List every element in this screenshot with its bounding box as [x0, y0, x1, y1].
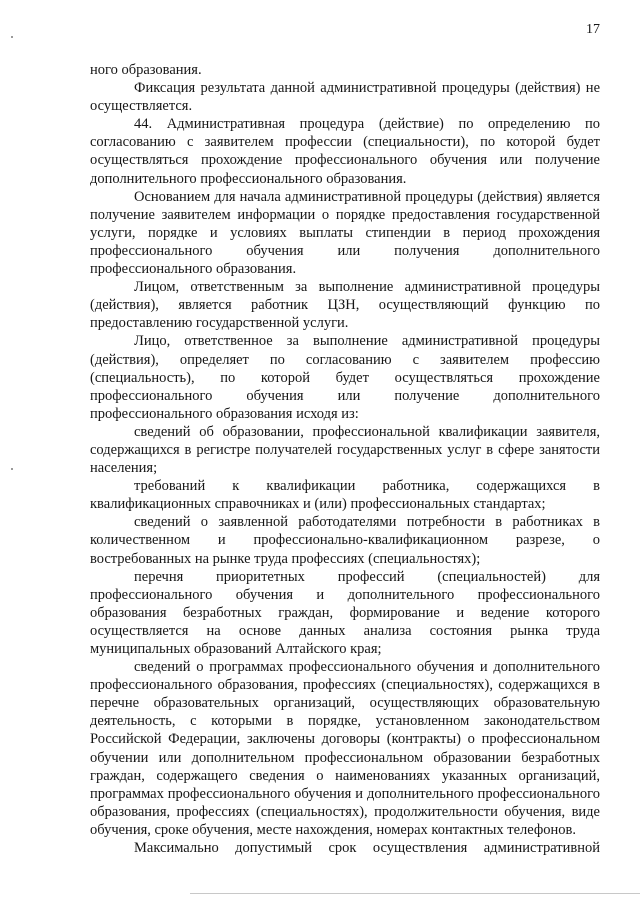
paragraph: Лицом, ответственным за выполнение административной процедуры (действия), является работник ЦЗН, осуществляющий функцию по предоставлению государственной услуги. — [90, 279, 600, 332]
list-item: перечня приоритетных профессий (специальностей) для профессионального обучения и дополнительного профессионального образования безработных граждан, формирование и ведение которого осуществляется на основе данных анализа состояния рынка труда муниципальных образований Алтайского края; — [90, 568, 600, 657]
paragraph: Фиксация результата данной административной процедуры (действия) не осуществляется. — [90, 80, 600, 115]
paragraph: 44. Административная процедура (действие) по определению по согласованию с заявителем профессии (специальности), по которой будет осуществляться прохождение профессионального обучения или получение дополнительного профессионального образования. — [90, 116, 600, 187]
scan-edge-mark — [11, 468, 13, 470]
scan-edge-mark — [11, 36, 13, 38]
paragraph: ного образования. — [90, 62, 202, 78]
list-item: требований к квалификации работника, содержащихся в квалификационных справочниках и (или) профессиональных стандартах; — [90, 478, 600, 513]
scan-bottom-edge — [190, 893, 640, 894]
paragraph: Основанием для начала административной процедуры (действия) является получение заявителем информации о порядке предоставления государственной услуги, порядке и условиях выплаты стипендии в период прохождения профессионального обучения или получения дополнительного профессионального образования. — [90, 188, 600, 278]
paragraph: Лицо, ответственное за выполнение административной процедуры (действия), определяет по согласованию с заявителем профессию (специальность), по которой будет осуществляться прохождение профессионального обучения или получение дополнительного профессионального образования исходя из: — [90, 333, 600, 422]
paragraph: Максимально допустимый срок осуществления административной — [134, 840, 600, 857]
document-body — [90, 61, 600, 857]
list-item: сведений о программах профессионального обучения и дополнительного профессионального образования, профессиях (специальностях), содержащихся в перечне образовательных организаций, осуществляющих образовательную деятельность, с которыми в порядке, установленном законодательством Российской Федерации, заключены договоры (контракты) о профессиональном обучении или дополнительном профессиональном образовании безработных граждан, содержащего сведения о наименованиях указанных организаций, программах профессионального обучения и дополнительного профессионального образования, профессиях (специальностях), продолжительности обучения, виде обучения, сроке обучения, месте нахождения, номерах контактных телефонов. — [90, 659, 600, 838]
page-number: 17 — [586, 22, 600, 37]
list-item: сведений о заявленной работодателями потребности в работниках в количественном и профессионально-квалификационном разрезе, о востребованных на рынке труда профессиях (специальностях); — [90, 514, 600, 567]
list-item: сведений об образовании, профессиональной квалификации заявителя, содержащихся в регистре получателей государственных услуг в сфере занятости населения; — [90, 423, 600, 477]
